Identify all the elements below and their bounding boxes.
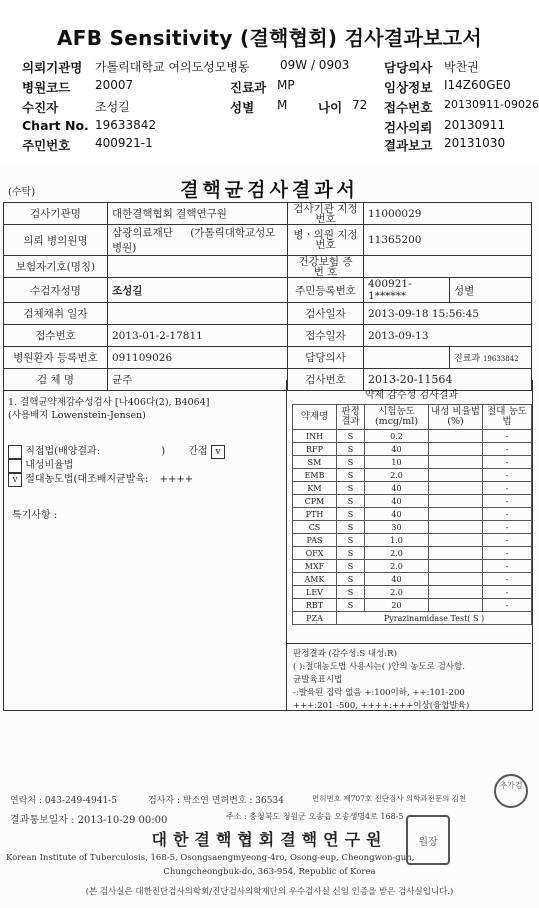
clinic-id-label: 병ㆍ의원 지정번호 — [288, 225, 364, 256]
drug-ratio — [429, 534, 483, 547]
drug-name: OFX — [293, 547, 337, 560]
director: 면허번호 제707호 진단검사 의학과전문의 김천 — [312, 794, 467, 803]
sex-label-scan: 성별 — [450, 278, 532, 303]
certification-notice: (본 검사실은 대한진단검사의학회/진단검사의학재단의 우수검사실 신임 인증을 받은 검사실입니다.) — [85, 887, 454, 897]
receipt-date-label: 접수일자 — [288, 325, 364, 347]
drug-absolute: - — [483, 495, 532, 508]
drug-absolute: - — [483, 508, 532, 521]
specimen-value: 균주 — [108, 369, 288, 391]
receipt-no-label: 접수번호 — [384, 100, 433, 115]
drug-row — [293, 482, 532, 495]
drug-row — [293, 508, 532, 521]
method-line-2: (사용배지 Lowenstein-Jensen) — [8, 410, 146, 421]
clinic-value: 삼광의료재단 — [112, 227, 173, 239]
drug-ratio — [429, 482, 483, 495]
institute-seal-text: 원장 — [418, 837, 438, 848]
table-row — [4, 347, 532, 369]
indirect-method-label: 간접 — [188, 446, 208, 457]
judgement-line-1: 판정결과 (감수성:S 내성:R) — [293, 649, 397, 659]
judgement-line-4: -:발육된 집락 없음 +:100이하, ++:101-200 — [293, 688, 465, 698]
drug-concentration: 10 — [365, 456, 429, 469]
drug-absolute: - — [483, 521, 532, 534]
drug-concentration: 30 — [365, 521, 429, 534]
clinic-cell — [108, 225, 288, 256]
drug-name: RFP — [293, 443, 337, 456]
collection-date-value — [108, 303, 288, 325]
institute-name: 대한결핵협회결핵연구원 — [151, 830, 388, 849]
drug-col-header: 시험농도 (mcg/ml) — [365, 405, 429, 430]
drug-row — [293, 547, 532, 560]
clinical-info-value: I14Z60GE0 — [444, 78, 511, 92]
receipt-value: 2013-01-2-17811 — [108, 325, 288, 347]
judgement-line-2: ( ):절대농도법 사용시는( )안의 농도로 검사함. — [293, 662, 465, 672]
drug-ratio — [429, 456, 483, 469]
drug-table-body — [293, 405, 532, 612]
drug-absolute: - — [483, 482, 532, 495]
drug-ratio — [429, 547, 483, 560]
hospital-code-value: 20007 — [95, 78, 134, 92]
absolute-method-value: ++++ — [159, 474, 194, 485]
clinic-id-value: 11365200 — [364, 225, 532, 256]
resistance-method-label: 내성비율법 — [25, 460, 74, 471]
drug-result: S — [337, 495, 365, 508]
drug-ratio — [429, 586, 483, 599]
drug-row — [293, 586, 532, 599]
pza-value: Pyrazinamidase Test( S ) — [337, 612, 532, 625]
request-date-value: 20130911 — [444, 118, 506, 132]
patient-value: 조성길 — [95, 100, 130, 114]
absolute-checkbox: v — [8, 473, 22, 487]
drug-row — [293, 521, 532, 534]
drug-concentration: 40 — [365, 495, 429, 508]
drug-concentration: 40 — [365, 443, 429, 456]
test-date-value: 2013-09-18 15:56:45 — [364, 303, 532, 325]
drug-result: S — [337, 430, 365, 443]
chart-no-value: 19633842 — [95, 118, 157, 132]
drug-ratio — [429, 430, 483, 443]
lab-id-label: 검사기관 지정번호 — [288, 203, 364, 225]
insurance-no-value — [364, 256, 532, 278]
hospital-code-label: 병원코드 — [22, 80, 71, 95]
resident-no-label: 주민번호 — [22, 138, 71, 153]
drug-name: AMK — [293, 573, 337, 586]
english-address-2: Chungcheongbuk-do, 363-954, Republic of Korea — [163, 867, 376, 877]
dept-value: MP — [277, 78, 295, 92]
dept-label: 진료과 — [230, 80, 267, 95]
table-row — [4, 256, 532, 278]
remarks-label: 특기사항 : — [12, 510, 58, 521]
method-panel — [4, 380, 287, 710]
drug-row — [293, 573, 532, 586]
judgement-line-3: 균발육표시법 — [293, 675, 343, 685]
examinee-label: 수검자성명 — [4, 278, 108, 303]
drug-absolute: - — [483, 443, 532, 456]
pza-label: PZA — [293, 612, 337, 625]
test-no-label: 검사번호 — [288, 369, 364, 391]
sex-label: 성별 — [230, 100, 255, 115]
judgement-notes — [287, 643, 531, 710]
patient-label: 수진자 — [22, 100, 59, 115]
examinee-value: 조성길 — [108, 278, 288, 303]
drug-name: CS — [293, 521, 337, 534]
drug-concentration: 40 — [365, 482, 429, 495]
clinic-sub-value: (가톨릭대학교성모병원) — [112, 227, 276, 254]
drug-absolute: - — [483, 573, 532, 586]
drug-name: KM — [293, 482, 337, 495]
drug-absolute: - — [483, 456, 532, 469]
lab-id-value: 11000029 — [364, 203, 532, 225]
drug-result: S — [337, 508, 365, 521]
table-row — [4, 303, 532, 325]
physician-value — [364, 347, 450, 369]
drug-table — [292, 404, 532, 625]
dept-label-scan: 진료과 — [454, 354, 481, 364]
institution-label: 의뢰기관명 — [22, 60, 83, 75]
result-report-date: 결과통보일자 : 2013-10-29 00:00 — [10, 815, 168, 826]
round-seal-text: 추가검 — [499, 781, 523, 790]
dept-cell — [450, 347, 532, 369]
specimen-label: 검 체 명 — [4, 369, 108, 391]
drug-result: S — [337, 573, 365, 586]
english-address-1: Korean Institute of Tuberculosis, 168-5, Osongsaengmyeong-4ro, Osong-eup, Cheongwon-gun, — [6, 853, 415, 863]
drug-absolute: - — [483, 547, 532, 560]
drug-name: MXF — [293, 560, 337, 573]
table-row — [4, 278, 532, 303]
drug-row — [293, 443, 532, 456]
direct-method-label: 직접법(배양결과: — [25, 446, 101, 457]
drug-ratio — [429, 599, 483, 612]
result-section — [3, 380, 533, 711]
rrn-label: 주민등록번호 — [288, 278, 364, 303]
drug-absolute: - — [483, 599, 532, 612]
drug-absolute: - — [483, 560, 532, 573]
lab-name-label: 검사기관명 — [4, 203, 108, 225]
table-row — [4, 203, 532, 225]
scanned-report — [0, 165, 539, 908]
drug-col-header: 약제명 — [293, 405, 337, 430]
drug-result: S — [337, 521, 365, 534]
sex-value: M — [277, 98, 288, 112]
direct-method-close: ) — [161, 446, 166, 457]
insurance-no-label: 건강보험 증 번 호 — [288, 256, 364, 278]
drug-concentration: 20 — [365, 599, 429, 612]
drug-absolute: - — [483, 469, 532, 482]
rrn-value: 400921-1****** — [364, 278, 450, 303]
clinic-label: 의뢰 병의원명 — [4, 225, 108, 256]
pza-row — [293, 612, 532, 625]
request-date-label: 검사의뢰 — [384, 120, 433, 135]
receipt-no-value: 20130911-09026 — [444, 98, 539, 111]
drug-col-header: 판정 결과 — [337, 405, 365, 430]
institute-seal — [406, 815, 450, 865]
doctor-label: 담당의사 — [384, 60, 433, 75]
chart-no-label: Chart No. — [22, 118, 89, 133]
drug-absolute: - — [483, 534, 532, 547]
drug-col-header: 절대 농도법 — [483, 405, 532, 430]
report-date-value: 20131030 — [444, 136, 506, 150]
physician-label: 담당의사 — [288, 347, 364, 369]
reg-no-value: 091109026 — [108, 347, 288, 369]
examiner: 검사자 : 박소연 면허번호 : 36534 — [148, 796, 284, 806]
address: 주소 : 충청북도 청원군 오송읍 오송생명4로 168-5 — [226, 812, 404, 821]
drug-name: CPM — [293, 495, 337, 508]
drug-result: S — [337, 456, 365, 469]
drug-result: S — [337, 560, 365, 573]
drug-name: PTH — [293, 508, 337, 521]
table-row — [4, 325, 532, 347]
collection-date-label: 검체채취 일자 — [4, 303, 108, 325]
drug-name: PAS — [293, 534, 337, 547]
drug-name: RBT — [293, 599, 337, 612]
drug-concentration: 2.0 — [365, 586, 429, 599]
resident-no-value: 400921-1 — [95, 136, 153, 150]
method-line-1: 1. 결핵균약제감수성검사 [나406다(2), B4064] — [8, 397, 210, 408]
drug-table-header — [293, 405, 532, 430]
drug-result: S — [337, 547, 365, 560]
drug-result: S — [337, 443, 365, 456]
drug-result: S — [337, 534, 365, 547]
indirect-checkbox: v — [211, 445, 225, 459]
drug-row — [293, 430, 532, 443]
drug-absolute: - — [483, 586, 532, 599]
drug-ratio — [429, 469, 483, 482]
round-seal — [494, 774, 528, 808]
drug-result: S — [337, 586, 365, 599]
drug-result: S — [337, 482, 365, 495]
scan-title: 결핵균검사결과서 — [180, 179, 359, 201]
lab-name-value: 대한결핵협회 결핵연구원 — [108, 203, 288, 225]
report-date-label: 결과보고 — [384, 138, 433, 153]
drug-concentration: 0.2 — [365, 430, 429, 443]
drug-ratio — [429, 560, 483, 573]
drug-row — [293, 495, 532, 508]
phone: 연락처 : 043-249-4941-5 — [10, 796, 117, 806]
receipt-date-value: 2013-09-13 — [364, 325, 532, 347]
drug-table-caption: 약제 감수성 검사결과 — [364, 390, 459, 401]
insurer-label: 보험자기호(명칭) — [4, 256, 108, 278]
drug-name: EMB — [293, 469, 337, 482]
age-label: 나이 — [318, 100, 343, 115]
drug-concentration: 2.0 — [365, 547, 429, 560]
drug-row — [293, 456, 532, 469]
table-row — [4, 225, 532, 256]
drug-col-header: 내성 비율법(%) — [429, 405, 483, 430]
report-title: AFB Sensitivity (결핵협회) 검사결과보고서 — [57, 26, 482, 50]
dept-value-scan: 19633842 — [482, 355, 519, 363]
age-value: 72 — [352, 98, 368, 112]
drug-concentration: 1.0 — [365, 534, 429, 547]
reg-no-label: 병원환자 등록번호 — [4, 347, 108, 369]
drug-ratio — [429, 573, 483, 586]
drug-name: LEV — [293, 586, 337, 599]
drug-result: S — [337, 469, 365, 482]
drug-absolute: - — [483, 430, 532, 443]
drug-name: INH — [293, 430, 337, 443]
drug-concentration: 2.0 — [365, 560, 429, 573]
drug-concentration: 40 — [365, 573, 429, 586]
drug-ratio — [429, 521, 483, 534]
institution-value: 가톨릭대학교 여의도성모병동 — [95, 60, 250, 74]
clinical-info-label: 임상정보 — [384, 80, 433, 95]
absolute-method-label: 절대농도법(대조배지균발육: — [25, 474, 149, 485]
consignment-tag: (수탁) — [8, 187, 36, 198]
doctor-value: 박찬권 — [444, 60, 479, 74]
info-table — [3, 202, 532, 391]
drug-concentration: 2.0 — [365, 469, 429, 482]
test-no-value: 2013-20-11564 — [364, 369, 532, 391]
drug-row — [293, 560, 532, 573]
ward-value: 09W / 0903 — [280, 58, 350, 72]
drug-row — [293, 534, 532, 547]
test-date-label: 검사일자 — [288, 303, 364, 325]
drug-ratio — [429, 443, 483, 456]
drug-ratio — [429, 508, 483, 521]
drug-concentration: 40 — [365, 508, 429, 521]
judgement-line-5: +++:201 -500, ++++:+++이상(융합발육) — [293, 701, 470, 711]
drug-result: S — [337, 599, 365, 612]
receipt-label: 접수번호 — [4, 325, 108, 347]
drug-row — [293, 469, 532, 482]
drug-ratio — [429, 495, 483, 508]
drug-row — [293, 599, 532, 612]
insurer-value — [108, 256, 288, 278]
drug-name: SM — [293, 456, 337, 469]
absolute-method — [8, 470, 193, 487]
